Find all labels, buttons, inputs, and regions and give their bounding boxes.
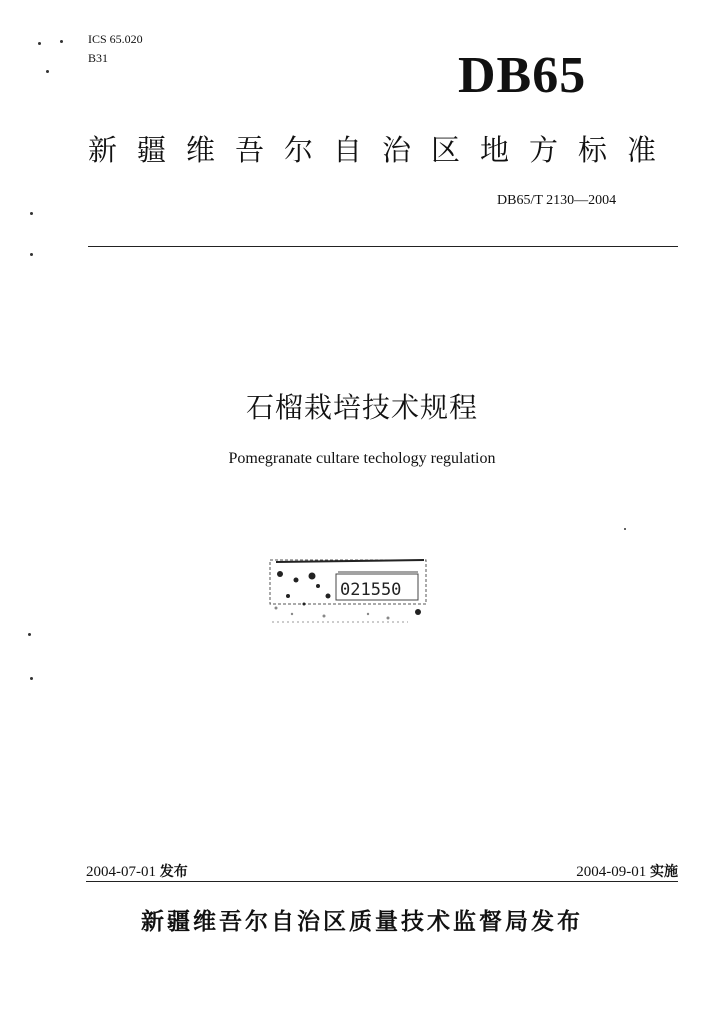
header-divider <box>88 246 678 247</box>
effective-label: 实施 <box>650 864 678 880</box>
scan-speck <box>624 528 626 530</box>
scan-speck <box>30 677 33 680</box>
scan-speck <box>30 212 33 215</box>
stamp-number: 021550 <box>340 580 402 600</box>
publish-date-value: 2004-07-01 <box>86 864 156 880</box>
scan-speck <box>30 253 33 256</box>
effective-date <box>0 861 678 881</box>
document-title-zh: 石榴栽培技术规程 <box>245 391 478 424</box>
library-stamp <box>268 556 428 626</box>
scan-speck <box>46 70 49 73</box>
publisher: 新疆维吾尔自治区质量技术监督局发布 <box>141 909 583 935</box>
standard-logo: DB65 <box>458 47 587 104</box>
footer-divider <box>86 881 678 882</box>
scan-speck <box>38 42 41 45</box>
scan-speck <box>60 40 63 43</box>
standard-code: DB65/T 2130—2004 <box>497 193 617 208</box>
classification-block <box>88 30 143 68</box>
class-code: B31 <box>88 51 109 65</box>
org-standard-title: 新疆维吾尔自治区地方标准 <box>88 133 677 167</box>
ics-code: ICS 65.020 <box>88 32 143 46</box>
effective-date-value: 2004-09-01 <box>576 864 647 880</box>
publish-label: 发布 <box>159 864 188 880</box>
scan-speck <box>28 633 31 636</box>
document-title-en: Pomegranate cultare techology regulation <box>228 450 496 467</box>
